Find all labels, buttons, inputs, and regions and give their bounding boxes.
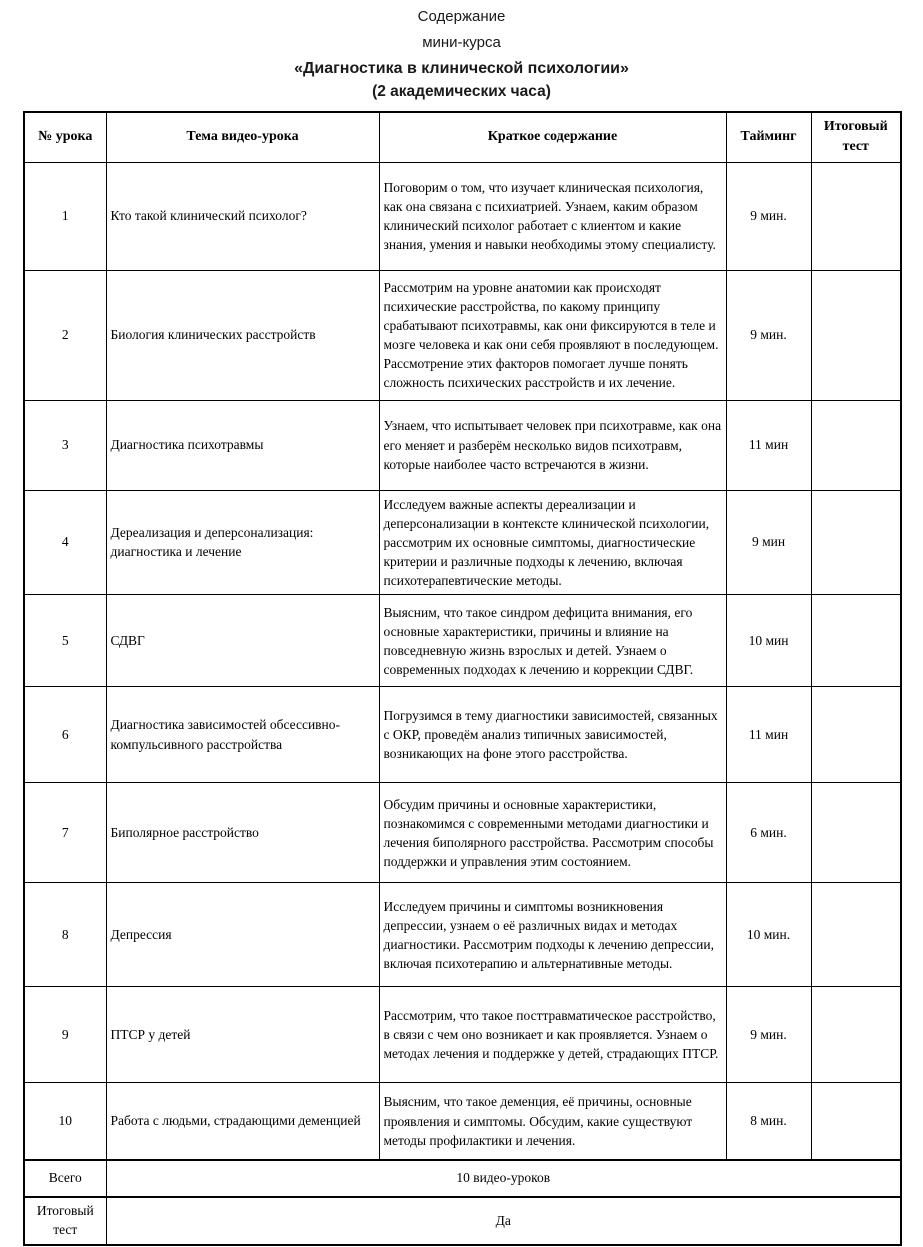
lesson-topic: Кто такой клинический психолог? — [106, 162, 379, 270]
lesson-timing: 11 мин — [726, 687, 811, 783]
lesson-summary: Рассмотрим на уровне анатомии как происходят психические расстройства, по какому принципу срабатывают психотравмы, как они фиксируются в теле и мозге человека и как они себя проявляют в последующем. Рассмотрение этих факторов помогает лучше понять сложность психических расстройств и их лечение. — [379, 270, 726, 400]
lesson-test-cell — [811, 595, 901, 687]
lesson-summary: Узнаем, что испытывает человек при психотравме, как она его меняет и разберём несколько видов психотравм, которые наиболее часто встречаются в жизни. — [379, 400, 726, 490]
final-test-value: Да — [106, 1197, 901, 1245]
lesson-timing: 9 мин. — [726, 270, 811, 400]
lesson-test-cell — [811, 162, 901, 270]
table-row — [24, 162, 901, 270]
lesson-timing: 8 мин. — [726, 1083, 811, 1160]
lesson-summary: Поговорим о том, что изучает клиническая психология, как она связана с психиатрией. Узнаем, каким образом клинический психолог работает с клиентом и какие знания, умения и навыки необходимы этому специалисту. — [379, 162, 726, 270]
lesson-topic: Диагностика психотравмы — [106, 400, 379, 490]
table-row — [24, 783, 901, 883]
lesson-test-cell — [811, 400, 901, 490]
lesson-topic: Диагностика зависимостей обсессивно-компульсивного расстройства — [106, 687, 379, 783]
lesson-test-cell — [811, 270, 901, 400]
course-duration: (2 академических часа) — [372, 83, 551, 100]
header-summary: Краткое содержание — [379, 112, 726, 162]
document-title-block — [0, 4, 923, 103]
lesson-timing: 9 мин. — [726, 987, 811, 1083]
table-row — [24, 400, 901, 490]
lesson-number: 5 — [24, 595, 106, 687]
header-lesson-topic: Тема видео-урока — [106, 112, 379, 162]
table-row — [24, 987, 901, 1083]
lesson-number: 1 — [24, 162, 106, 270]
lesson-number: 7 — [24, 783, 106, 883]
table-row — [24, 687, 901, 783]
table-header-row — [24, 112, 901, 162]
lesson-test-cell — [811, 883, 901, 987]
lesson-number: 3 — [24, 400, 106, 490]
lesson-topic: ПТСР у детей — [106, 987, 379, 1083]
lesson-test-cell — [811, 687, 901, 783]
total-label: Всего — [24, 1160, 106, 1197]
total-row — [24, 1160, 901, 1197]
lesson-timing: 11 мин — [726, 400, 811, 490]
table-row — [24, 270, 901, 400]
final-test-label: Итоговый тест — [24, 1197, 106, 1245]
table-row — [24, 1083, 901, 1160]
lesson-number: 9 — [24, 987, 106, 1083]
lesson-topic: Депрессия — [106, 883, 379, 987]
lesson-topic: СДВГ — [106, 595, 379, 687]
lesson-number: 4 — [24, 490, 106, 595]
header-final-test: Итоговый тест — [811, 112, 901, 162]
table-row — [24, 595, 901, 687]
lesson-summary: Погрузимся в тему диагностики зависимостей, связанных с ОКР, проведём анализ типичных зависимостей, возникающих на фоне этого расстройства. — [379, 687, 726, 783]
lesson-summary: Исследуем причины и симптомы возникновения депрессии, узнаем о её различных видах и методах диагностики. Рассмотрим подходы к лечению депрессии, включая психотерапию и альтернативные методы. — [379, 883, 726, 987]
header-lesson-number: № урока — [24, 112, 106, 162]
lesson-topic: Биполярное расстройство — [106, 783, 379, 883]
lesson-topic: Биология клинических расстройств — [106, 270, 379, 400]
table-row — [24, 883, 901, 987]
total-value: 10 видео-уроков — [106, 1160, 901, 1197]
doc-title-line-1: Содержание — [417, 8, 506, 25]
lesson-timing: 6 мин. — [726, 783, 811, 883]
lesson-test-cell — [811, 1083, 901, 1160]
doc-title-line-2: мини-курса — [422, 34, 501, 51]
lesson-timing: 9 мин — [726, 490, 811, 595]
lesson-test-cell — [811, 783, 901, 883]
lesson-number: 2 — [24, 270, 106, 400]
lesson-topic: Работа с людьми, страдающими деменцией — [106, 1083, 379, 1160]
lesson-number: 6 — [24, 687, 106, 783]
course-content-table — [23, 111, 902, 1246]
lesson-timing: 9 мин. — [726, 162, 811, 270]
lesson-summary: Обсудим причины и основные характеристики, познакомимся с современными методами диагностики и лечения биполярного расстройства. Рассмотрим способы поддержки и управления этим состоянием. — [379, 783, 726, 883]
lesson-summary: Выясним, что такое деменция, её причины, основные проявления и симптомы. Обсудим, какие существуют методы профилактики и лечения. — [379, 1083, 726, 1160]
lesson-number: 8 — [24, 883, 106, 987]
lesson-summary: Рассмотрим, что такое посттравматическое расстройство, в связи с чем оно возникает и как проявляется. Узнаем о методах лечения и поддержке у детей, страдающих ПТСР. — [379, 987, 726, 1083]
header-timing: Тайминг — [726, 112, 811, 162]
lesson-topic: Дереализация и деперсонализация: диагностика и лечение — [106, 490, 379, 595]
final-test-row — [24, 1197, 901, 1245]
course-title: «Диагностика в клинической психологии» — [294, 60, 629, 77]
lesson-timing: 10 мин. — [726, 883, 811, 987]
lesson-test-cell — [811, 987, 901, 1083]
lesson-summary: Выясним, что такое синдром дефицита внимания, его основные характеристики, причины и влияние на повседневную жизнь взрослых и детей. Узнаем о современных подходах к лечению и коррекции СДВГ. — [379, 595, 726, 687]
lesson-test-cell — [811, 490, 901, 595]
lesson-timing: 10 мин — [726, 595, 811, 687]
lesson-number: 10 — [24, 1083, 106, 1160]
table-row — [24, 490, 901, 595]
lesson-summary: Исследуем важные аспекты дереализации и деперсонализации в контексте клинической психологии, рассмотрим их основные симптомы, диагностические критерии и различные подходы к лечению, включая психотерапевтические методы. — [379, 490, 726, 595]
